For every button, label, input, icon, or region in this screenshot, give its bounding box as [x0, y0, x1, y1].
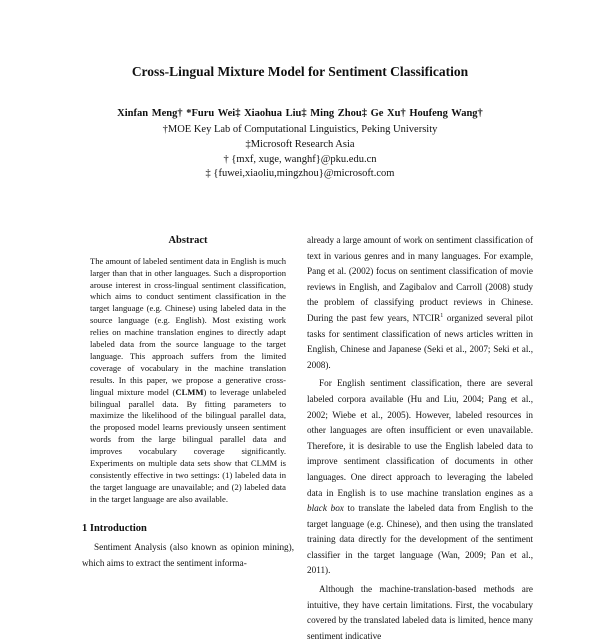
right-paragraph-3: Although the machine-translation-based methods are intuitive, they have certain limitations. First, the vocabulary covered by the translated labeled data is limited, hence many sentiment indicative	[307, 584, 533, 641]
email-msra: ‡ {fuwei,xiaoliu,mingzhou}@microsoft.com	[205, 168, 395, 179]
left-column	[82, 233, 294, 572]
paper-title: Cross-Lingual Mixture Model for Sentiment Classification	[131, 64, 469, 79]
author-list: Xinfan Meng† *Furu Wei‡ Xiaohua Liu‡ Ming Zhou‡ Ge Xu† Houfeng Wang†	[117, 108, 483, 119]
right-paragraph-2: For English sentiment classification, there are several labeled corpora available (Hu and Liu, 2004; Pang et al., 2002; Wiebe et al., 2005). However, labeled resources in other languages are often insufficient or even unavailable. Therefore, it is desirable to use the English labeled data to improve sentiment classification of documents in other languages. One direct approach to leveraging the labeled data in English is to use machine translation engines as a black box to translate the labeled data from English to the target language (e.g. Chinese), and then using the translated training data directly for the development of the sentiment classifier in the target language (Wan, 2009; Pan et al., 2011).	[307, 378, 533, 576]
footnote-marker: 1	[440, 312, 444, 319]
clmm-acronym: CLMM	[175, 386, 204, 397]
affiliation-pku: †MOE Key Lab of Computational Linguistics, Peking University	[162, 124, 438, 135]
right-column	[307, 233, 533, 644]
abstract-heading: Abstract	[168, 235, 208, 246]
email-pku: † {mxf, xuge, wanghf}@pku.edu.cn	[223, 154, 377, 165]
introduction-paragraph: Sentiment Analysis (also known as opinion mining), which aims to extract the sentiment informa-	[82, 542, 294, 569]
black-box-term: black box	[307, 503, 344, 514]
affiliation-msra: ‡Microsoft Research Asia	[245, 139, 355, 150]
introduction-heading: 1 Introduction	[82, 522, 147, 534]
right-paragraph-1: already a large amount of work on sentiment classification of text in various genres and in many languages. For example, Pang et al. (2002) focus on sentiment classification of movie reviews in English, and Zagibalov and Carroll (2008) study the problem of classifying product reviews in Chinese. During the past few years, NTCIR$^1$ organized several pilot tasks for sentiment classification of news articles written in English, Chinese and Japanese (Seki et al., 2007; Seki et al., 2008).	[307, 235, 533, 370]
abstract-body: The amount of labeled sentiment data in English is much larger than that in other languages. Such a disproportion arouse interest in cross-lingual sentiment classification, which aims to conduct sentiment classification in the target language (e.g. Chinese) using labeled data in the source language (e.g. English). Most existing work relies on machine translation engines to directly adapt labeled data from the source language to the target language. This approach suffers from the limited coverage of vocabulary in the machine translation results. In this paper, we propose a generative cross-lingual mixture model (CLMM) to leverage unlabeled bilingual parallel data. By fitting parameters to maximize the likelihood of the bilingual parallel data, the proposed model learns previously unseen sentiment words from the large bilingual parallel data and improves vocabulary coverage significantly. Experiments on multiple data sets show that CLMM is consistently effective in two settings: (1) labeled data in the target language are unavailable; and (2) labeled data in the target language are also available.	[90, 255, 286, 504]
